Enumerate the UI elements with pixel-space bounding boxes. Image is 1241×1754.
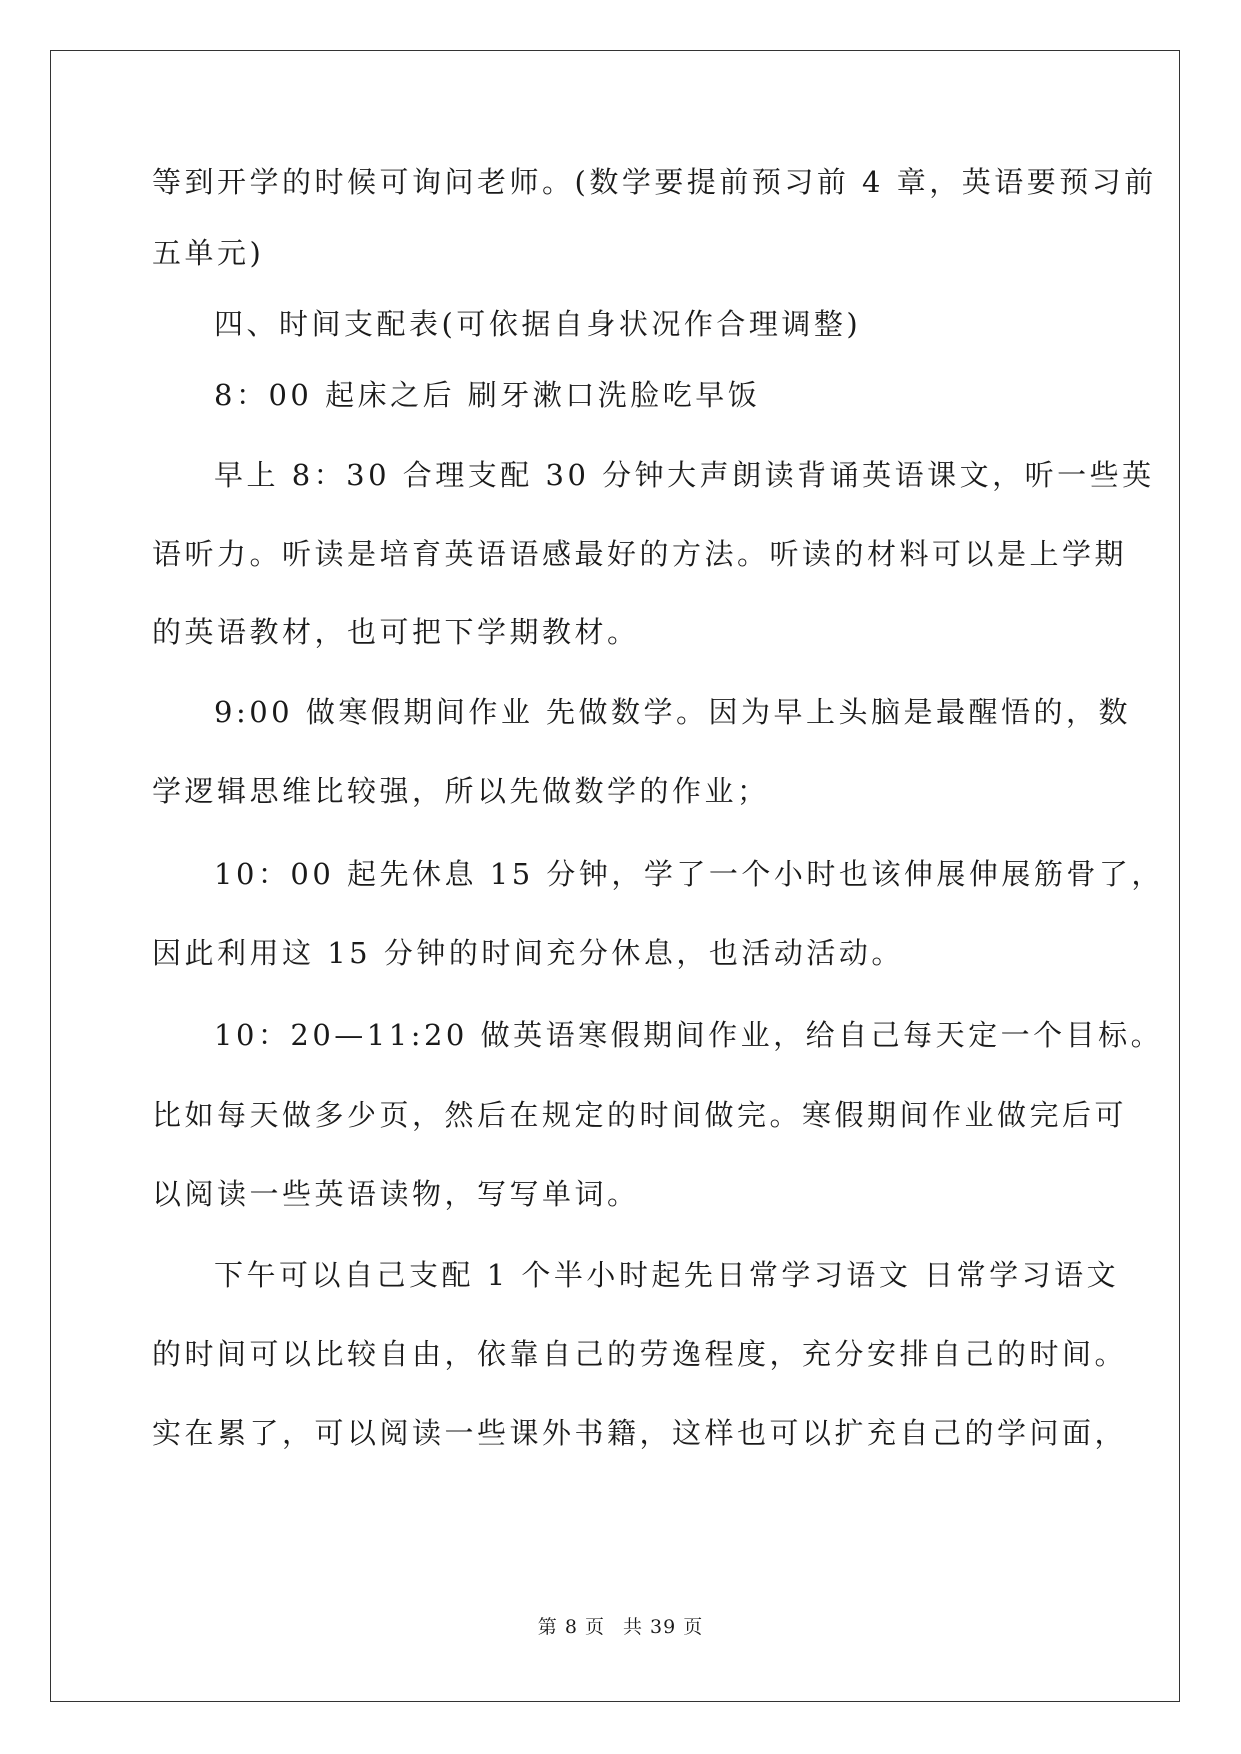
text-line: 下午可以自己支配 1 个半小时起先日常学习语文 日常学习语文: [214, 1258, 1120, 1292]
text-line: 的英语教材，也可把下学期教材。: [152, 615, 640, 649]
text-line: 的时间可以比较自由，依靠自己的劳逸程度，充分安排自己的时间。: [152, 1337, 1128, 1371]
section-heading: 四、时间支配表(可依据自身状况作合理调整): [214, 307, 862, 341]
text-line: 10：00 起先休息 15 分钟，学了一个小时也该伸展伸展筋骨了，: [214, 857, 1164, 891]
page-total: 共 39 页: [622, 1616, 704, 1638]
text-line: 五单元): [152, 236, 265, 270]
text-line: 9:00 做寒假期间作业 先做数学。因为早上头脑是最醒悟的，数: [214, 695, 1132, 729]
text-line: 比如每天做多少页，然后在规定的时间做完。寒假期间作业做完后可: [152, 1098, 1128, 1132]
page-footer: [0, 1612, 1241, 1639]
text-line: 10：20—11:20 做英语寒假期间作业，给自己每天定一个目标。: [214, 1018, 1164, 1052]
page-number: 第 8 页: [537, 1616, 605, 1638]
text-line: 早上 8：30 合理支配 30 分钟大声朗读背诵英语课文，听一些英: [214, 458, 1155, 492]
text-line: 学逻辑思维比较强，所以先做数学的作业；: [152, 774, 770, 808]
text-line: 语听力。听读是培育英语语感最好的方法。听读的材料可以是上学期: [152, 537, 1128, 571]
text-line: 因此利用这 15 分钟的时间充分休息，也活动活动。: [152, 936, 904, 970]
text-line: 8：00 起床之后 刷牙漱口洗脸吃早饭: [214, 378, 761, 412]
text-line: 以阅读一些英语读物，写写单词。: [152, 1177, 640, 1211]
text-line: 实在累了，可以阅读一些课外书籍，这样也可以扩充自己的学问面，: [152, 1416, 1128, 1450]
text-line: 等到开学的时候可询问老师。(数学要提前预习前 4 章，英语要预习前: [152, 165, 1157, 199]
